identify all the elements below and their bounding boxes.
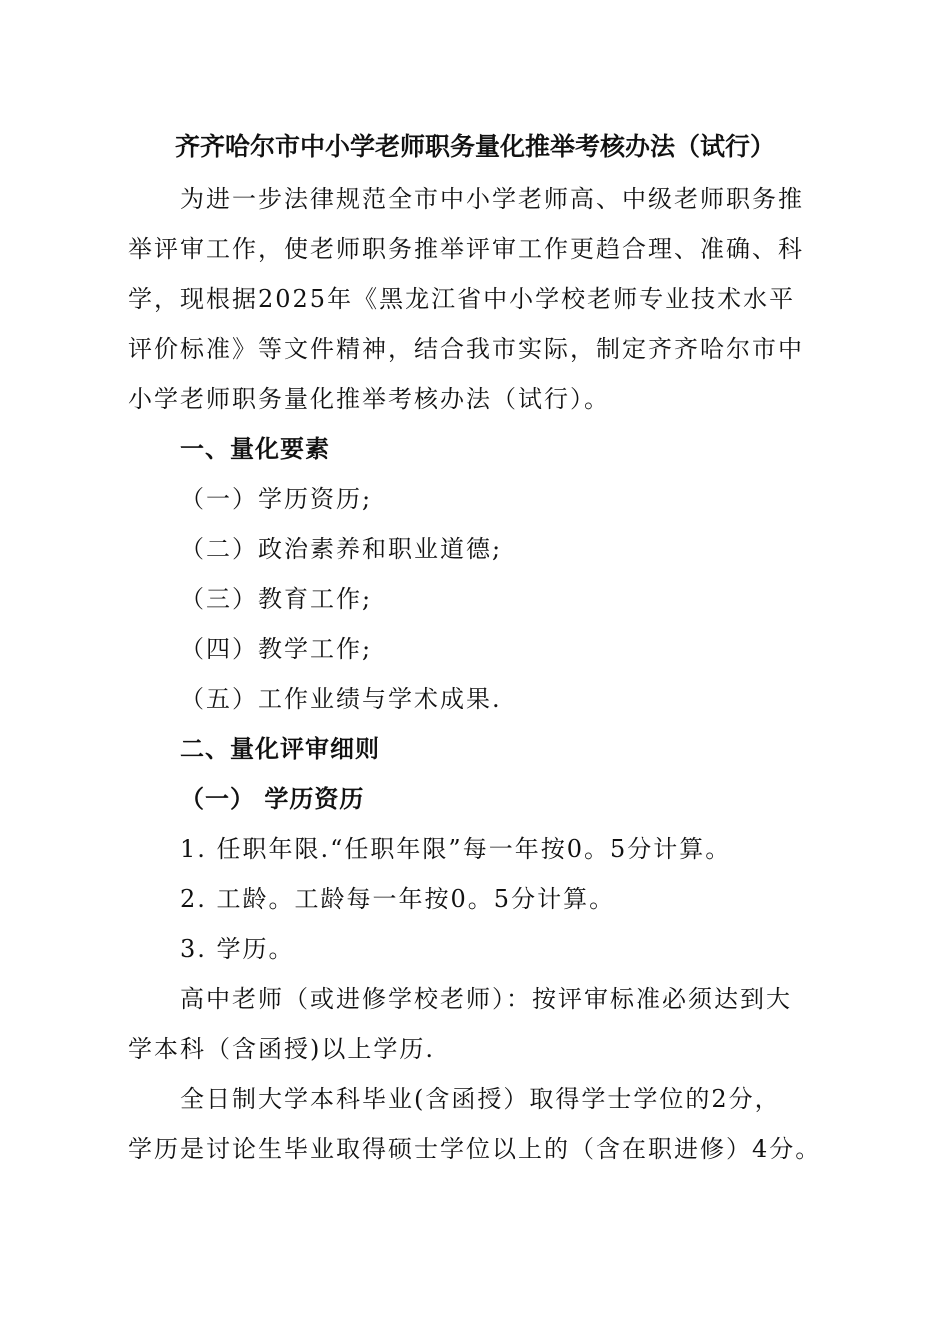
section-1-item: （一）学历资历; — [180, 485, 373, 513]
section-2-point: 1. 任职年限.“任职年限”每一年按0。5分计算。 — [180, 835, 732, 863]
section-1-item: （四）教学工作; — [180, 635, 373, 663]
intro-line-1: 为进一步法律规范全市中小学老师高、中级老师职务推 — [180, 185, 804, 213]
intro-line-4: 评价标准》等文件精神，结合我市实际，制定齐齐哈尔市中 — [128, 335, 804, 363]
paragraph-a-line-1: 高中老师（或进修学校老师）：按评审标准必须达到大 — [180, 985, 792, 1013]
paragraph-b-line-2: 学历是讨论生毕业取得硕士学位以上的（含在职进修）4分。 — [128, 1135, 822, 1163]
section-2-point: 2. 工龄。工龄每一年按0。5分计算。 — [180, 885, 616, 913]
section-1-item: （二）政治素养和职业道德; — [180, 535, 503, 563]
section-1-item: （三）教育工作; — [180, 585, 373, 613]
section-2-heading: 二、量化评审细则 — [180, 735, 380, 763]
section-2-sub-heading: （一） 学历资历 — [180, 785, 365, 813]
paragraph-a-line-2: 学本科（含函授)以上学历. — [128, 1035, 435, 1063]
section-1-item: （五）工作业绩与学术成果. — [180, 685, 502, 713]
section-1-heading: 一、量化要素 — [180, 435, 330, 463]
intro-line-2: 举评审工作，使老师职务推举评审工作更趋合理、准确、科 — [128, 235, 804, 263]
intro-line-3: 学，现根据2025年《黑龙江省中小学校老师专业技术水平 — [128, 285, 796, 313]
paragraph-b-line-1: 全日制大学本科毕业(含函授）取得学士学位的2分， — [180, 1085, 781, 1113]
section-2-point: 3. 学历。 — [180, 935, 295, 963]
document-title: 齐齐哈尔市中小学老师职务量化推举考核办法（试行） — [174, 132, 775, 161]
intro-line-5: 小学老师职务量化推举考核办法（试行）。 — [128, 385, 610, 413]
